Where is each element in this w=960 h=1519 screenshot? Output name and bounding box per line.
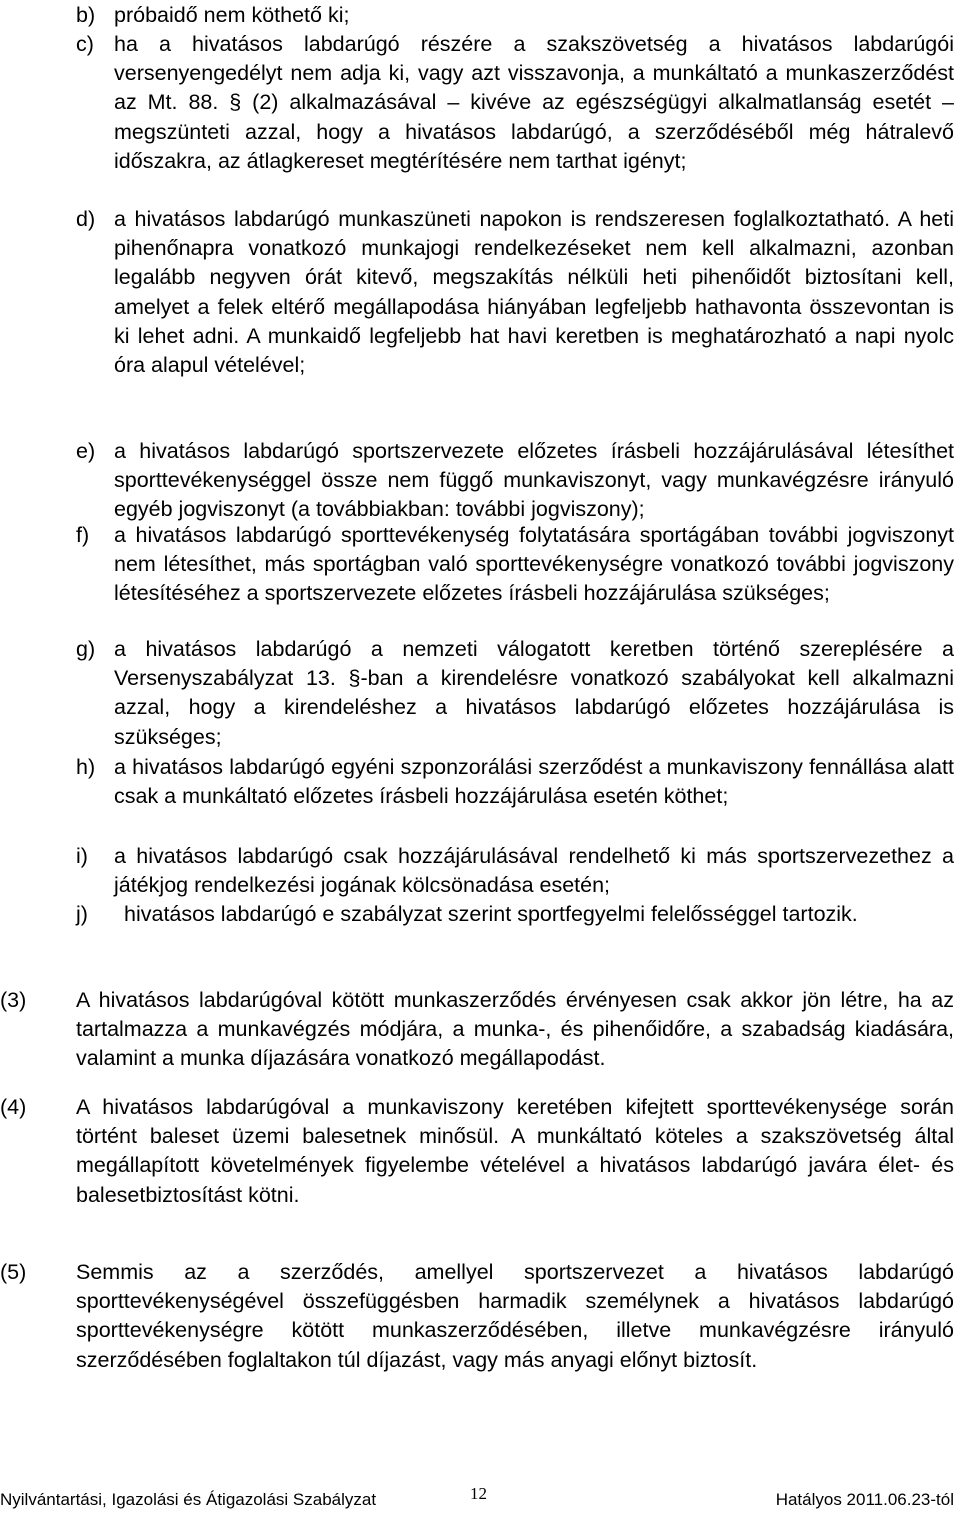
list-item-b: [76, 1, 954, 30]
item-text: hivatásos labdarúgó e szabályzat szerint sportfegyelmi felelősséggel tartozik.: [124, 902, 858, 926]
item-label: h): [76, 755, 96, 779]
item-label: b): [76, 3, 96, 27]
item-label: e): [76, 439, 96, 463]
page-number: 12: [470, 1484, 487, 1503]
list-item-e: [76, 437, 954, 525]
paragraph-text: A hivatásos labdarúgóval a munkaviszony keretében kifejtett sporttevékenysége során történt baleset üzemi balesetnek minősül. A munkáltató köteles a szakszövetség által megállapított követelmények figyelembe vételével a hivatásos labdarúgó javára élet- és balesetbiztosítást kötni.: [76, 1095, 954, 1207]
list-item-j: [76, 900, 954, 929]
paragraph-4: [0, 1093, 954, 1210]
item-text: a hivatásos labdarúgó egyéni szponzorálási szerződést a munkaviszony fennállása alatt csak a munkáltató előzetes írásbeli hozzájárulása esetén köthet;: [114, 755, 954, 809]
paragraph-3: [0, 986, 954, 1074]
list-item-d: [76, 205, 954, 380]
item-text: a hivatásos labdarúgó csak hozzájárulásával rendelhető ki más sportszervezethez a játékjog rendelkezési jogának kölcsönadása esetén;: [114, 844, 954, 898]
item-text: a hivatásos labdarúgó sportszervezete előzetes írásbeli hozzájárulásával létesíthet sporttevékenységgel össze nem függő munkaviszonyt, vagy munkavégzésre irányuló egyéb jogviszonyt (a továbbiakban: további jogviszony);: [114, 439, 954, 522]
paragraph-text: Semmis az a szerződés, amellyel sportszervezet a hivatásos labdarúgó sporttevékenységével összefüggésben harmadik személynek a hivatásos labdarúgó sporttevékenységre kötött munkaszerződésében, illetve munkavégzésre irányuló szerződésében foglaltakon túl díjazást, vagy más anyagi előnyt biztosít.: [76, 1260, 954, 1372]
list-item-h: [76, 753, 954, 811]
item-label: g): [76, 637, 96, 661]
item-label: i): [76, 844, 88, 868]
paragraph-text: A hivatásos labdarúgóval kötött munkaszerződés érvényesen csak akkor jön létre, ha az tartalmazza a munkavégzés módjára, a munka-, és pihenőidőre, a szabadság kiadására, valamint a munka díjazására vonatkozó megállapodást.: [76, 988, 954, 1071]
item-text: a hivatásos labdarúgó sporttevékenység folytatására sportágában további jogviszonyt nem létesíthet, más sportágban való sporttevékenységre vonatkozó további jogviszony létesítéséhez a sportszervezete előzetes írásbeli hozzájárulása szükséges;: [114, 523, 954, 606]
list-item-c: [76, 30, 954, 176]
paragraph-5: [0, 1258, 954, 1375]
item-label: d): [76, 207, 96, 231]
item-text: a hivatásos labdarúgó a nemzeti válogatott keretben történő szereplésére a Versenyszabályzat 13. §-ban a kirendelésre vonatkozó szabályokat kell alkalmazni azzal, hogy a kirendeléshez a hivatásos labdarúgó előzetes hozzájárulása is szükséges;: [114, 637, 954, 749]
footer-effective-date: Hatályos 2011.06.23-tól: [775, 1490, 954, 1509]
item-text: próbaidő nem köthető ki;: [114, 3, 350, 27]
paragraph-number: (5): [0, 1260, 27, 1284]
paragraph-number: (4): [0, 1095, 27, 1119]
item-text: ha a hivatásos labdarúgó részére a szakszövetség a hivatásos labdarúgói versenyengedélyt nem adja ki, vagy azt visszavonja, a munkáltató a munkaszerződést az Mt. 88. § (2) alkalmazásával – kivéve az egészségügyi alkalmatlanság esetét – megszünteti azzal, hogy a hivatásos labdarúgó, a szerződéséből még hátralevő időszakra, az átlagkereset megtérítésére nem tarthat igényt;: [114, 32, 954, 173]
footer-title: Nyilvántartási, Igazolási és Átigazolási Szabályzat: [0, 1490, 377, 1509]
item-label: f): [76, 523, 90, 547]
item-text: a hivatásos labdarúgó munkaszüneti napokon is rendszeresen foglalkoztatható. A heti pihenőnapra vonatkozó munkajogi rendelkezéseket nem kell alkalmazni, azonban legalább negyven órát kitevő, megszakítás nélküli heti pihenőidőt biztosítani kell, amelyet a felek eltérő megállapodása hiányában legfeljebb hathavonta összevontan is ki lehet adni. A munkaidő legfeljebb hat havi keretben is meghatározható a napi nyolc óra alapul vételével;: [114, 207, 954, 378]
list-item-i: [76, 842, 954, 900]
list-item-g: [76, 635, 954, 752]
item-label: j): [76, 902, 88, 926]
paragraph-number: (3): [0, 988, 27, 1012]
list-item-f: [76, 521, 954, 609]
item-label: c): [76, 32, 94, 56]
